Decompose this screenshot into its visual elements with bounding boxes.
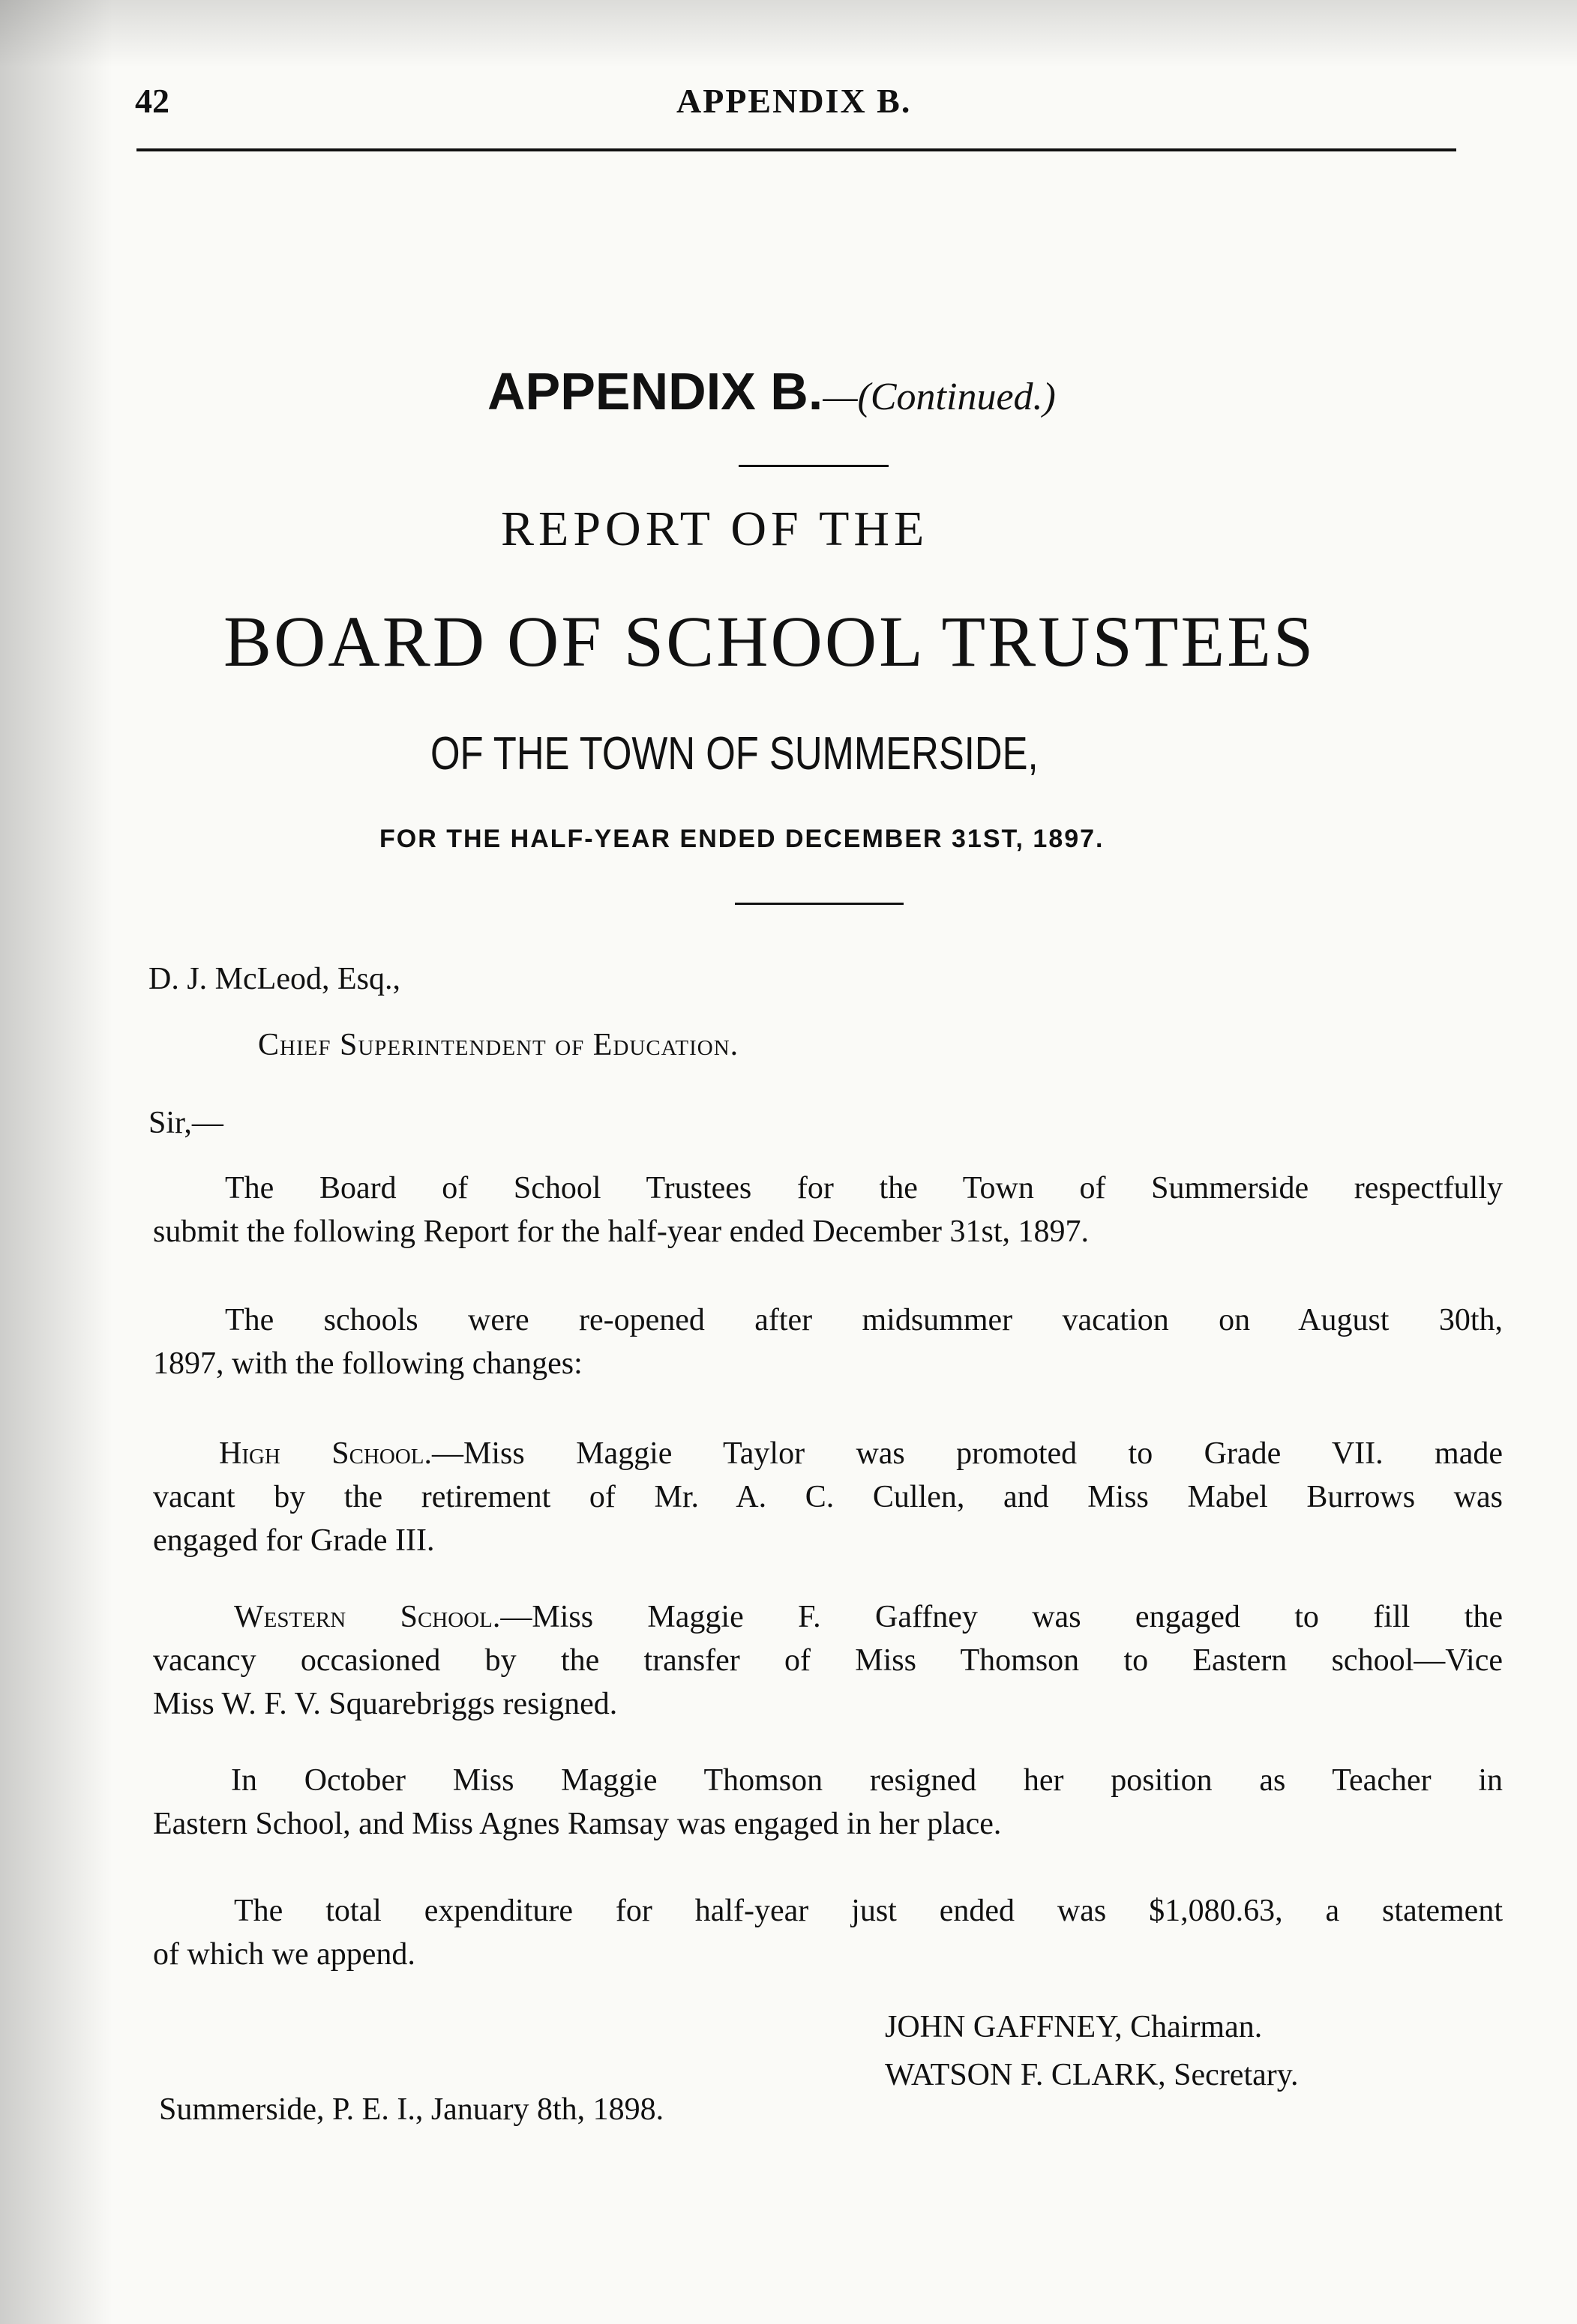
paragraph-line: In October Miss Maggie Thomson resigned her position as Teacher in	[231, 1763, 1503, 1798]
addressee-title: Chief Superintendent of Education.	[258, 1028, 739, 1062]
section-lead-western-school: Western School.	[234, 1600, 501, 1634]
paragraph-line-text: —Miss Maggie F. Gaffney was engaged to fill the	[500, 1600, 1503, 1634]
heading-divider	[735, 903, 904, 905]
paragraph-line: submit the following Report for the half-year ended December 31st, 1897.	[153, 1214, 1089, 1249]
section-lead-high-school: High School.	[219, 1436, 433, 1471]
signature-secretary: WATSON F. CLARK, Secretary.	[885, 2058, 1299, 2092]
addressee-name: D. J. McLeod, Esq.,	[148, 962, 400, 996]
paragraph-line	[153, 1595, 1503, 1639]
paragraph-line: Miss W. F. V. Squarebriggs resigned.	[153, 1687, 618, 1721]
signature-chairman: JOHN GAFFNEY, Chairman.	[885, 2010, 1263, 2044]
scan-top-shadow	[0, 0, 1577, 67]
paragraph-line: vacancy occasioned by the transfer of Miss Thomson to Eastern school—Vice	[153, 1643, 1503, 1678]
paragraph-line: The Board of School Trustees for the Town of Summerside respectfully	[225, 1171, 1503, 1205]
paragraph-expenditure	[153, 1889, 1503, 1976]
paragraph-line: 1897, with the following changes:	[153, 1346, 583, 1381]
paragraph-october-change	[153, 1759, 1503, 1846]
appendix-label: APPENDIX B.	[487, 362, 823, 421]
place-and-date: Summerside, P. E. I., January 8th, 1898.	[159, 2092, 664, 2127]
town-heading: OF THE TOWN OF SUMMERSIDE,	[430, 728, 1039, 780]
paragraph-reopening	[153, 1298, 1503, 1385]
period-heading: FOR THE HALF-YEAR ENDED DECEMBER 31ST, 1897.	[379, 825, 1105, 853]
paragraph-report-intro	[153, 1166, 1503, 1253]
paragraph-line: of which we append.	[153, 1937, 415, 1972]
paragraph-line: Eastern School, and Miss Agnes Ramsay was engaged in her place.	[153, 1807, 1002, 1841]
report-of-heading: REPORT OF THE	[501, 502, 929, 556]
page-number: 42	[135, 82, 169, 120]
header-rule	[136, 148, 1456, 151]
paragraph-line: The total expenditure for half-year just ended was $1,080.63, a statement	[234, 1894, 1503, 1928]
salutation: Sir,—	[148, 1106, 223, 1140]
paragraph-line: vacant by the retirement of Mr. A. C. Cullen, and Miss Mabel Burrows was	[153, 1480, 1503, 1514]
paragraph-line: engaged for Grade III.	[153, 1523, 435, 1558]
paragraph-high-school	[153, 1432, 1503, 1562]
paragraph-line-text: —Miss Maggie Taylor was promoted to Grade VII. made	[432, 1436, 1503, 1471]
paragraph-western-school	[153, 1595, 1503, 1726]
appendix-title	[487, 361, 1056, 421]
scan-edge-shadow	[0, 0, 112, 2324]
title-divider	[739, 465, 889, 467]
paragraph-line	[153, 1432, 1503, 1475]
board-title: BOARD OF SCHOOL TRUSTEES	[223, 601, 1316, 681]
paragraph-line: The schools were re-opened after midsummer vacation on August 30th,	[225, 1303, 1503, 1337]
running-head: APPENDIX B.	[676, 82, 912, 120]
continued-label: —(Continued.)	[823, 376, 1056, 418]
